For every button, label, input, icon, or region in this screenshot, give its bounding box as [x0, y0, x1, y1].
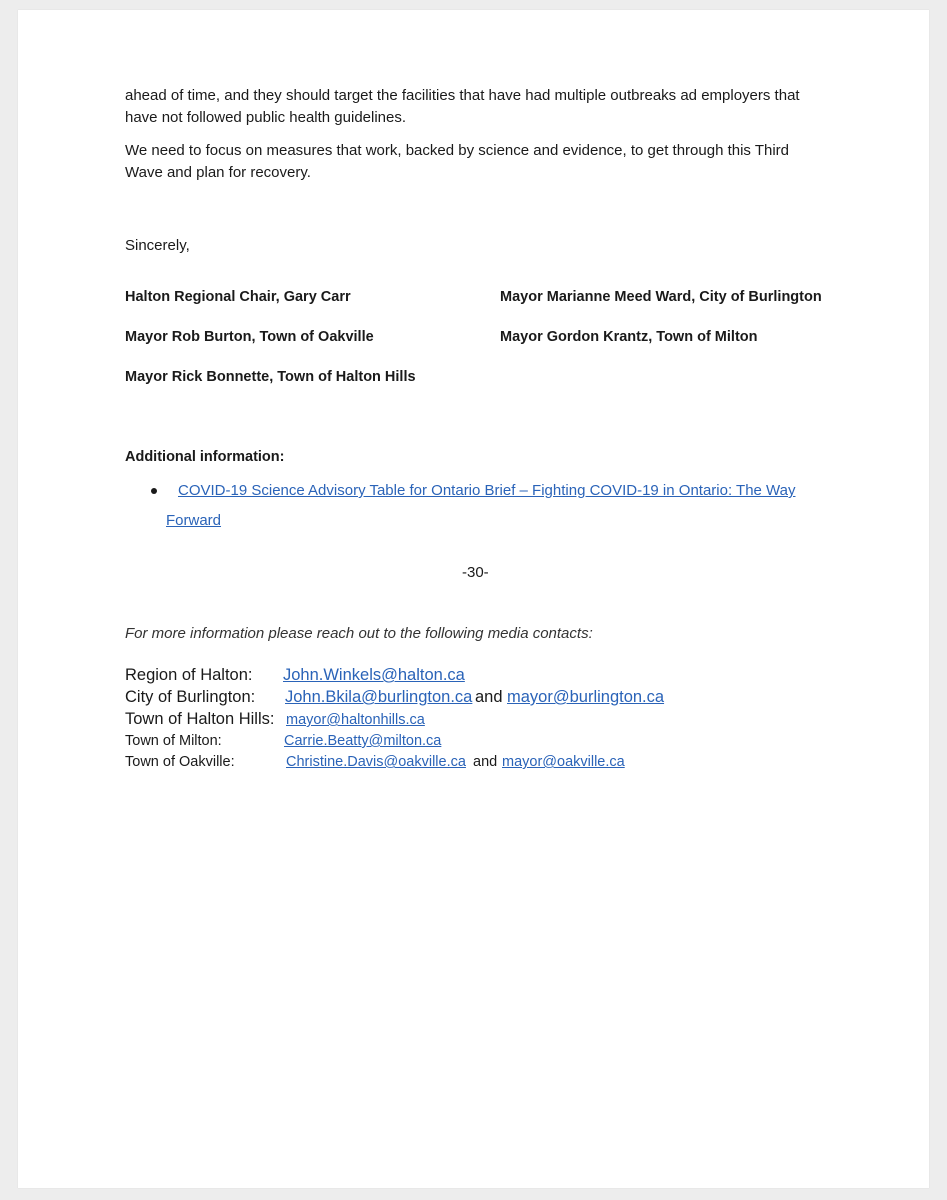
- document-page: [18, 10, 929, 1188]
- additional-info-heading: Additional information:: [125, 449, 285, 465]
- contact-email-link[interactable]: mayor@burlington.ca: [507, 688, 665, 706]
- and-connector: and: [473, 754, 498, 770]
- signatory: Mayor Rick Bonnette, Town of Halton Hills: [125, 369, 416, 385]
- signatory: Mayor Gordon Krantz, Town of Milton: [500, 329, 758, 345]
- contact-email-link[interactable]: Carrie.Beatty@milton.ca: [284, 733, 442, 749]
- contact-email-link[interactable]: John.Bkila@burlington.ca: [285, 688, 473, 706]
- advisory-brief-link-continued[interactable]: Forward: [166, 512, 222, 529]
- paragraph-line: We need to focus on measures that work, backed by science and evidence, to get through this Third: [125, 142, 789, 159]
- paragraph-line: ahead of time, and they should target the facilities that have had multiple outbreaks ad employers that: [125, 87, 800, 104]
- contact-label: City of Burlington:: [125, 688, 256, 706]
- closing: Sincerely,: [125, 237, 190, 254]
- and-connector: and: [475, 688, 503, 706]
- paragraph-line: have not followed public health guidelines.: [125, 109, 407, 126]
- bullet-icon: [151, 488, 157, 494]
- paragraph-line: Wave and plan for recovery.: [125, 164, 311, 181]
- end-marker: -30-: [462, 564, 489, 581]
- contact-email-link[interactable]: mayor@oakville.ca: [502, 754, 625, 770]
- contact-label: Town of Halton Hills:: [125, 710, 275, 728]
- contact-label: Town of Milton:: [125, 733, 222, 749]
- contacts-intro: For more information please reach out to the following media contacts:: [125, 625, 593, 642]
- signatory: Halton Regional Chair, Gary Carr: [125, 289, 351, 305]
- signatory: Mayor Marianne Meed Ward, City of Burlington: [500, 289, 822, 305]
- contact-label: Region of Halton:: [125, 666, 253, 684]
- contact-label: Town of Oakville:: [125, 754, 235, 770]
- contact-email-link[interactable]: mayor@haltonhills.ca: [286, 712, 425, 728]
- contact-email-link[interactable]: John.Winkels@halton.ca: [283, 666, 465, 684]
- signatory: Mayor Rob Burton, Town of Oakville: [125, 329, 374, 345]
- advisory-brief-link[interactable]: COVID-19 Science Advisory Table for Ontario Brief – Fighting COVID-19 in Ontario: The Way: [178, 482, 796, 499]
- contact-email-link[interactable]: Christine.Davis@oakville.ca: [286, 754, 466, 770]
